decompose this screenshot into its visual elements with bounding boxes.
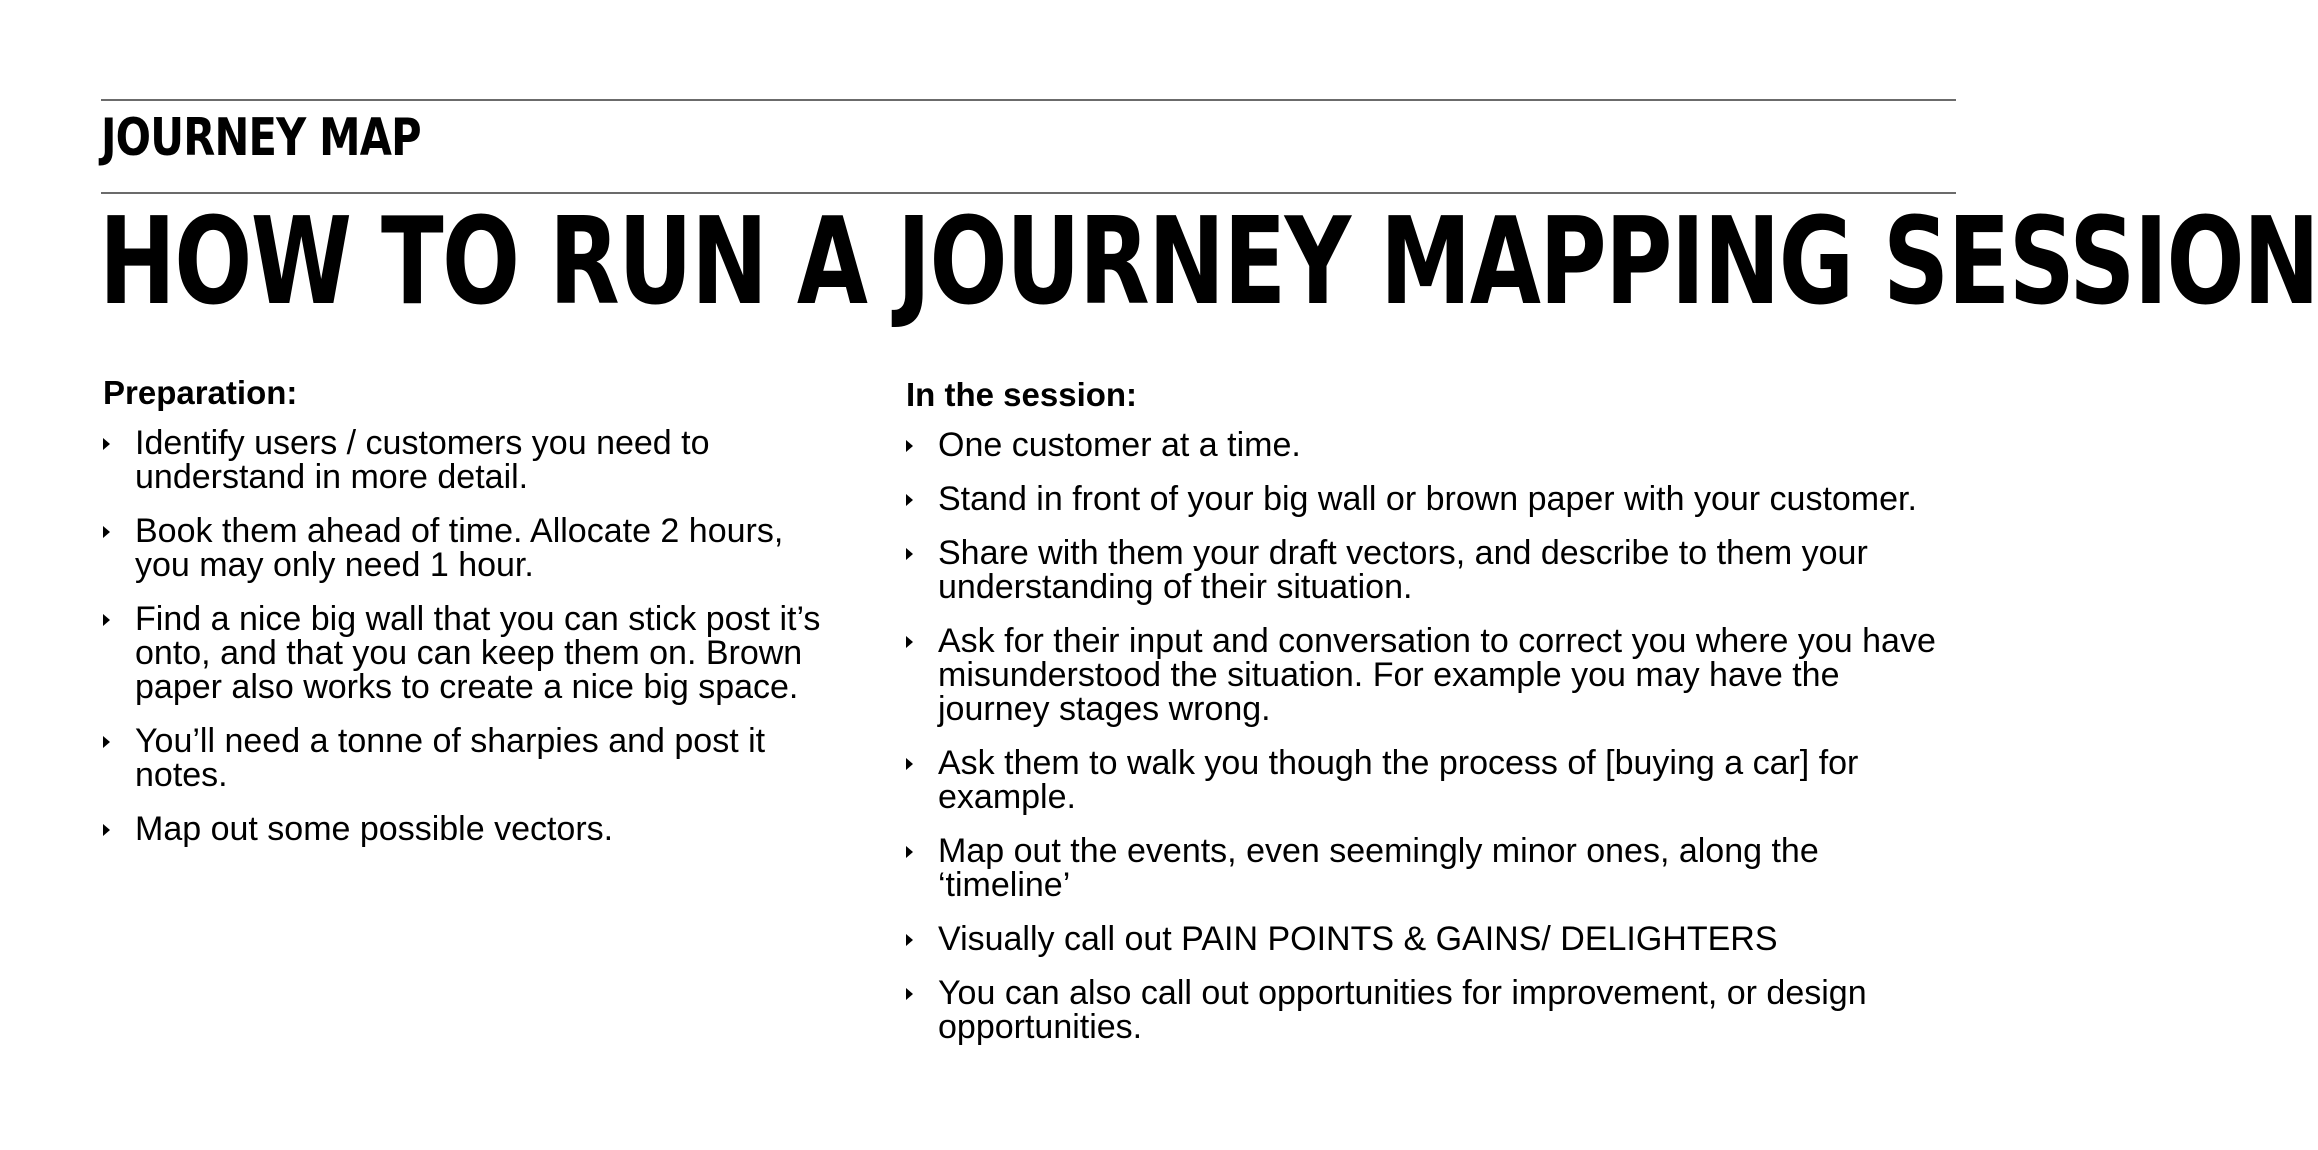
list-item-text: example. (938, 778, 1076, 816)
list-item (906, 746, 2031, 814)
list-item-text: Find a nice big wall that you can stick post it’s (135, 600, 821, 638)
list-item (103, 724, 873, 792)
session-list (906, 428, 2031, 1044)
preparation-column (103, 372, 873, 866)
bullet-triangle-icon (906, 494, 913, 506)
session-heading: In the session: (906, 376, 1138, 413)
top-divider (101, 99, 1956, 101)
list-item-text: You can also call out opportunities for improvement, or design (938, 974, 1867, 1012)
bullet-triangle-icon (103, 824, 110, 836)
list-item (906, 536, 2031, 604)
bullet-triangle-icon (103, 438, 110, 450)
bullet-triangle-icon (906, 758, 913, 770)
list-item-text: Map out some possible vectors. (135, 810, 614, 848)
list-item (103, 812, 873, 846)
list-item (103, 602, 873, 704)
list-item-text: Stand in front of your big wall or brown paper with your customer. (938, 480, 1917, 518)
list-item-text: understanding of their situation. (938, 568, 1413, 606)
list-item-text: Book them ahead of time. Allocate 2 hours, (135, 512, 784, 550)
list-item-text: notes. (135, 756, 228, 794)
list-item-text: ‘timeline’ (938, 866, 1071, 904)
bullet-triangle-icon (906, 934, 913, 946)
bullet-triangle-icon (103, 736, 110, 748)
bullet-triangle-icon (906, 636, 913, 648)
list-item (906, 922, 2031, 956)
list-item-text: Ask for their input and conversation to correct you where you have (938, 622, 1936, 660)
list-item-text: you may only need 1 hour. (135, 546, 534, 584)
list-item-text: misunderstood the situation. For example you may have the (938, 656, 1840, 694)
list-item-text: paper also works to create a nice big space. (135, 668, 799, 706)
list-item-text: Identify users / customers you need to (135, 424, 710, 462)
list-item (103, 426, 873, 494)
bullet-triangle-icon (906, 440, 913, 452)
list-item (906, 624, 2031, 726)
list-item-text: Map out the events, even seemingly minor ones, along the (938, 832, 1819, 870)
list-item (103, 514, 873, 582)
bullet-triangle-icon (103, 526, 110, 538)
list-item-text: opportunities. (938, 1008, 1143, 1046)
list-item (906, 976, 2031, 1044)
list-item-text: One customer at a time. (938, 426, 1301, 464)
preparation-list (103, 426, 873, 846)
list-item-text: You’ll need a tonne of sharpies and post it (135, 722, 766, 760)
list-item-text: Visually call out PAIN POINTS & GAINS/ DELIGHTERS (938, 920, 1778, 958)
list-item-text: Ask them to walk you though the process of [buying a car] for (938, 744, 1859, 782)
list-item-text: understand in more detail. (135, 458, 529, 496)
list-item (906, 834, 2031, 902)
bullet-triangle-icon (906, 846, 913, 858)
page-title: HOW TO RUN A JOURNEY MAPPING SESSION (99, 193, 2318, 332)
list-item (906, 428, 2031, 462)
list-item-text: journey stages wrong. (938, 690, 1271, 728)
bullet-triangle-icon (103, 614, 110, 626)
preparation-heading: Preparation: (103, 374, 298, 411)
bullet-triangle-icon (906, 988, 913, 1000)
list-item-text: onto, and that you can keep them on. Brown (135, 634, 803, 672)
section-kicker: JOURNEY MAP (101, 108, 421, 168)
bullet-triangle-icon (906, 548, 913, 560)
list-item (906, 482, 2031, 516)
list-item-text: Share with them your draft vectors, and describe to them your (938, 534, 1868, 572)
session-column (906, 374, 2031, 1064)
